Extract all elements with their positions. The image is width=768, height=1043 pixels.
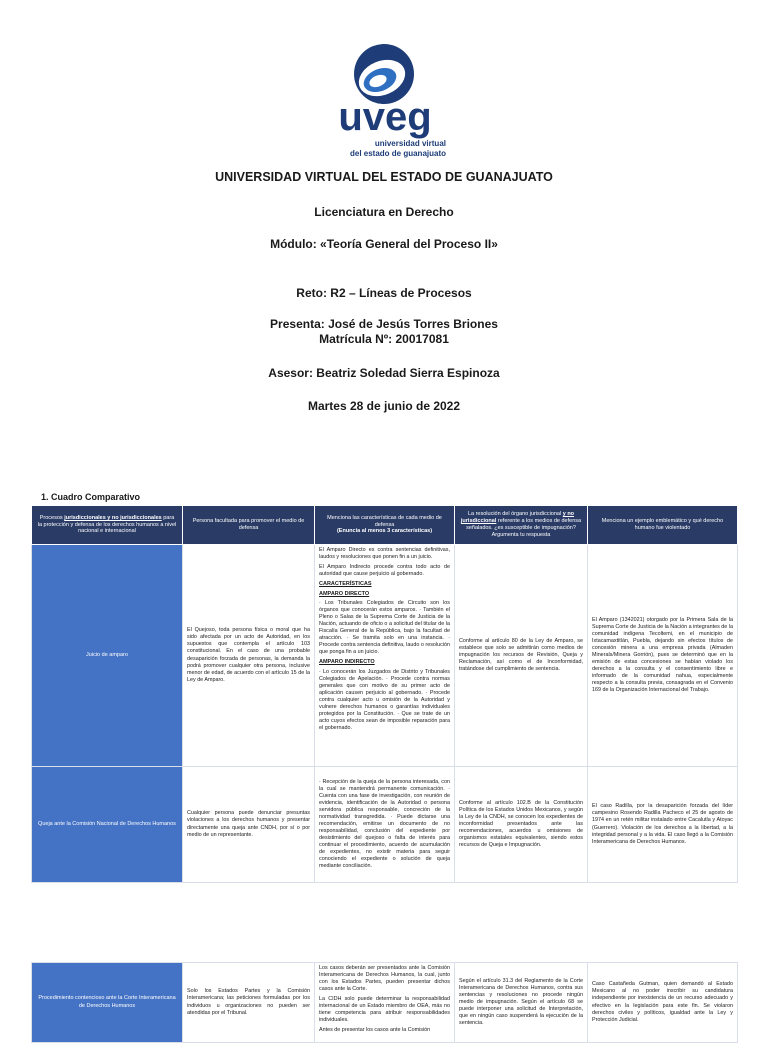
university-title: UNIVERSIDAD VIRTUAL DEL ESTADO DE GUANAJUATO — [215, 170, 553, 184]
header-person: Persona facultada para promover el medio de defensa — [183, 506, 315, 545]
logo-wordmark: uveg — [338, 95, 432, 139]
row-head-cndh: Queja ante la Comisión Nacional de Derechos Humanos — [32, 767, 183, 883]
cell-features: Los casos deberán ser presentados ante la Comisión Interamericana de Derechos Humanos, la cual, junto con los Estados Partes, pueden presentar dichos casos ante la Corte. La CIDH solo puede determinar la responsabilidad internacional de un Estado miembro de OEA, más no tiene competencia para atribuir responsabilidades individuales. Antes de presentar los casos ante la Comisión — [315, 963, 455, 1043]
cell-example: El caso Radilla, por la desaparición forzada del líder campesino Rosendo Radilla Pacheco el 25 de agosto de 1974 en un retén militar instalado entre Cacalutla y Atoyac (Guerrero). Violación de los derechos a la libertad, a la integridad personal y a la vida. El caso llegó a la Comisión Interamericana de Derechos Humanos. — [588, 767, 738, 883]
table-header-row — [32, 506, 738, 545]
row-head-corte-idh: Procedimiento contencioso ante la Corte Interamericana de Derechos Humanos — [32, 963, 183, 1043]
header-processes: Procesos jurisdiccionales y no jurisdiccionales para la protección y defensa de los derechos humanos a nivel nacional e internacional — [32, 506, 183, 545]
table-row — [32, 767, 738, 883]
cell-features: · Recepción de la queja de la persona interesada, con la cual se mantendrá permanente comunicación. · Cuenta con una fase de investigación, con reunión de evidencia, identificación de la Autoridad o persona servidora pública responsable, concreción de la normatividad transgredida. · Puede dictarse una recomendación, emitirse un documento de no responsabilidad, conclusión del expediente por desistimiento del quejoso o falta de interés para continuar el procedimiento, acuerdo de acumulación de expedientes, no existir materia para seguir conociendo el expediente o solución de queja mediante conciliación. — [315, 767, 455, 883]
cell-example: El Amparo (1342021) otorgado por la Primera Sala de la Suprema Corte de Justicia de la Nación a integrantes de la comunidad indígena Tecoltemi, en el municipio de Ixtacamaxtitlán, Puebla, dejando sin efectos títulos de concesión minera a una empresa privada (Almaden Minerals/Minera Gorrión), pues se determinó que en la emisión de estas concesiones se habían violado los derechos a la consulta y el consentimiento libre e informado de la comunidad nahua, especialmente respecto a la consulta previa, consagrada en el Convenio 169 de la Organización Internacional del Trabajo. — [588, 545, 738, 767]
table-row — [32, 545, 738, 767]
table-row — [32, 963, 738, 1043]
header-example: Menciona un ejemplo emblemático y qué derecho humano fue violentado — [588, 506, 738, 545]
cell-person: El Quejoso, toda persona física o moral que ha sido afectada por un acto de Autoridad, en los supuestos que contempla el artículo 103 constitucional. En el caso de una probable desaparición forzada de personas, la demanda la podrá promover cualquier otra persona, inclusive menor de edad, de acuerdo con el artículo 15 de la Ley de Amparo. — [183, 545, 315, 767]
advisor-name: Asesor: Beatriz Soledad Sierra Espinoza — [268, 366, 500, 380]
row-head-amparo: Juicio de amparo — [32, 545, 183, 767]
document-date: Martes 28 de junio de 2022 — [307, 399, 461, 413]
header-resolution: La resolución del órgano jurisdiccional y no jurisdiccional referente a los medios de defensa señalados. ¿es susceptible de impugnación? Argumenta tu respuesta — [455, 506, 588, 545]
logo-line1: universidad virtual — [374, 139, 446, 148]
cell-resolution: Según el artículo 31.3 del Reglamento de la Corte Interamericana de Derechos Humanos, contra sus sentencias y resoluciones no procede ningún medio de impugnación. Según el artículo 68 se puede interponer una solicitud de Interpretación, que en ningún caso suspenderá la ejecución de la sentencia. — [455, 963, 588, 1043]
section-heading: 1. Cuadro Comparativo — [41, 492, 141, 502]
cell-person: Solo los Estados Partes y la Comisión Interamericana; las peticiones formuladas por los individuos u organizaciones no pueden ser atendidas por el Tribunal. — [183, 963, 315, 1043]
cell-person: Cualquier persona puede denunciar presuntas violaciones a los derechos humanos y presentar directamente una queja ante CNDH, por sí o por medio de un representante. — [183, 767, 315, 883]
table-spacer-row — [32, 883, 738, 963]
logo-line2: del estado de guanajuato — [349, 149, 446, 158]
cell-example: Caso Castañeda Gutman, quien demandó al Estado Mexicano al no poder inscribir su candidatura independiente por inexistencia de un recurso adecuado y efectivo en la legislación para este fin. Se violaron derechos civiles y políticos, igualdad ante la Ley y Protección Judicial. — [588, 963, 738, 1043]
comparison-table — [31, 505, 738, 1043]
presenter-name: Presenta: José de Jesús Torres Briones — [270, 317, 498, 331]
uveg-logo — [318, 40, 452, 162]
module-title: Módulo: «Teoría General del Proceso II» — [270, 237, 498, 251]
cell-resolution: Conforme al artículo 102.B de la Constitución Política de los Estados Unidos Mexicanos, y según la Ley de la CNDH, se conocen los expedientes de inconformidad presentados ante las recomendaciones, acuerdos u omisiones de organismos estatales equivalentes, siendo estos recursos de Queja e Impugnación. — [455, 767, 588, 883]
header-features: Menciona las características de cada medio de defensa (Enuncia al menos 3 características) — [315, 506, 455, 545]
enrollment-number: Matrícula Nº: 20017081 — [319, 332, 449, 346]
cell-resolution: Conforme al artículo 80 de la Ley de Amparo, se establece que solo se admitirán como medios de impugnación los recursos de Revisión, Queja y Reclamación, así como el de Inconformidad, tratándose del cumplimiento de sentencia. — [455, 545, 588, 767]
challenge-title: Reto: R2 – Líneas de Procesos — [296, 286, 472, 300]
degree-title: Licenciatura en Derecho — [314, 205, 454, 219]
cell-features: El Amparo Directo es contra sentencias definitivas, laudos y resoluciones que ponen fin a un juicio. El Amparo Indirecto procede contra todo acto de autoridad que cause perjuicio al gobernado. CARACTERÍSTICAS AMPARO DIRECTO · Los Tribunales Colegiados de Circuito son los órganos que conocerán estos amparos. · También el Pleno o Salas de la Suprema Corte de Justicia de la Nación, actuando de oficio o a solicitud del titular de la Fiscalía General de la República, bajo la facultad de atracción. · Se tramita solo en una instancia. · Procede contra sentencia definitiva, laudo o resolución que ponga fin a un juicio. AMPARO INDIRECTO · Lo conocerán los Juzgados de Distrito y Tribunales Colegiados de Apelación. · Procede contra normas generales que con motivo de su primer acto de aplicación causen perjuicio al gobernado. · Procede contra cualquier acto u omisión de la Autoridad y vulnere derechos humanos o garantías individuales protegidos por la Constitución. · Que se trate de un acto cuyos efectos sean de imposible reparación para el gobernado. — [315, 545, 455, 767]
